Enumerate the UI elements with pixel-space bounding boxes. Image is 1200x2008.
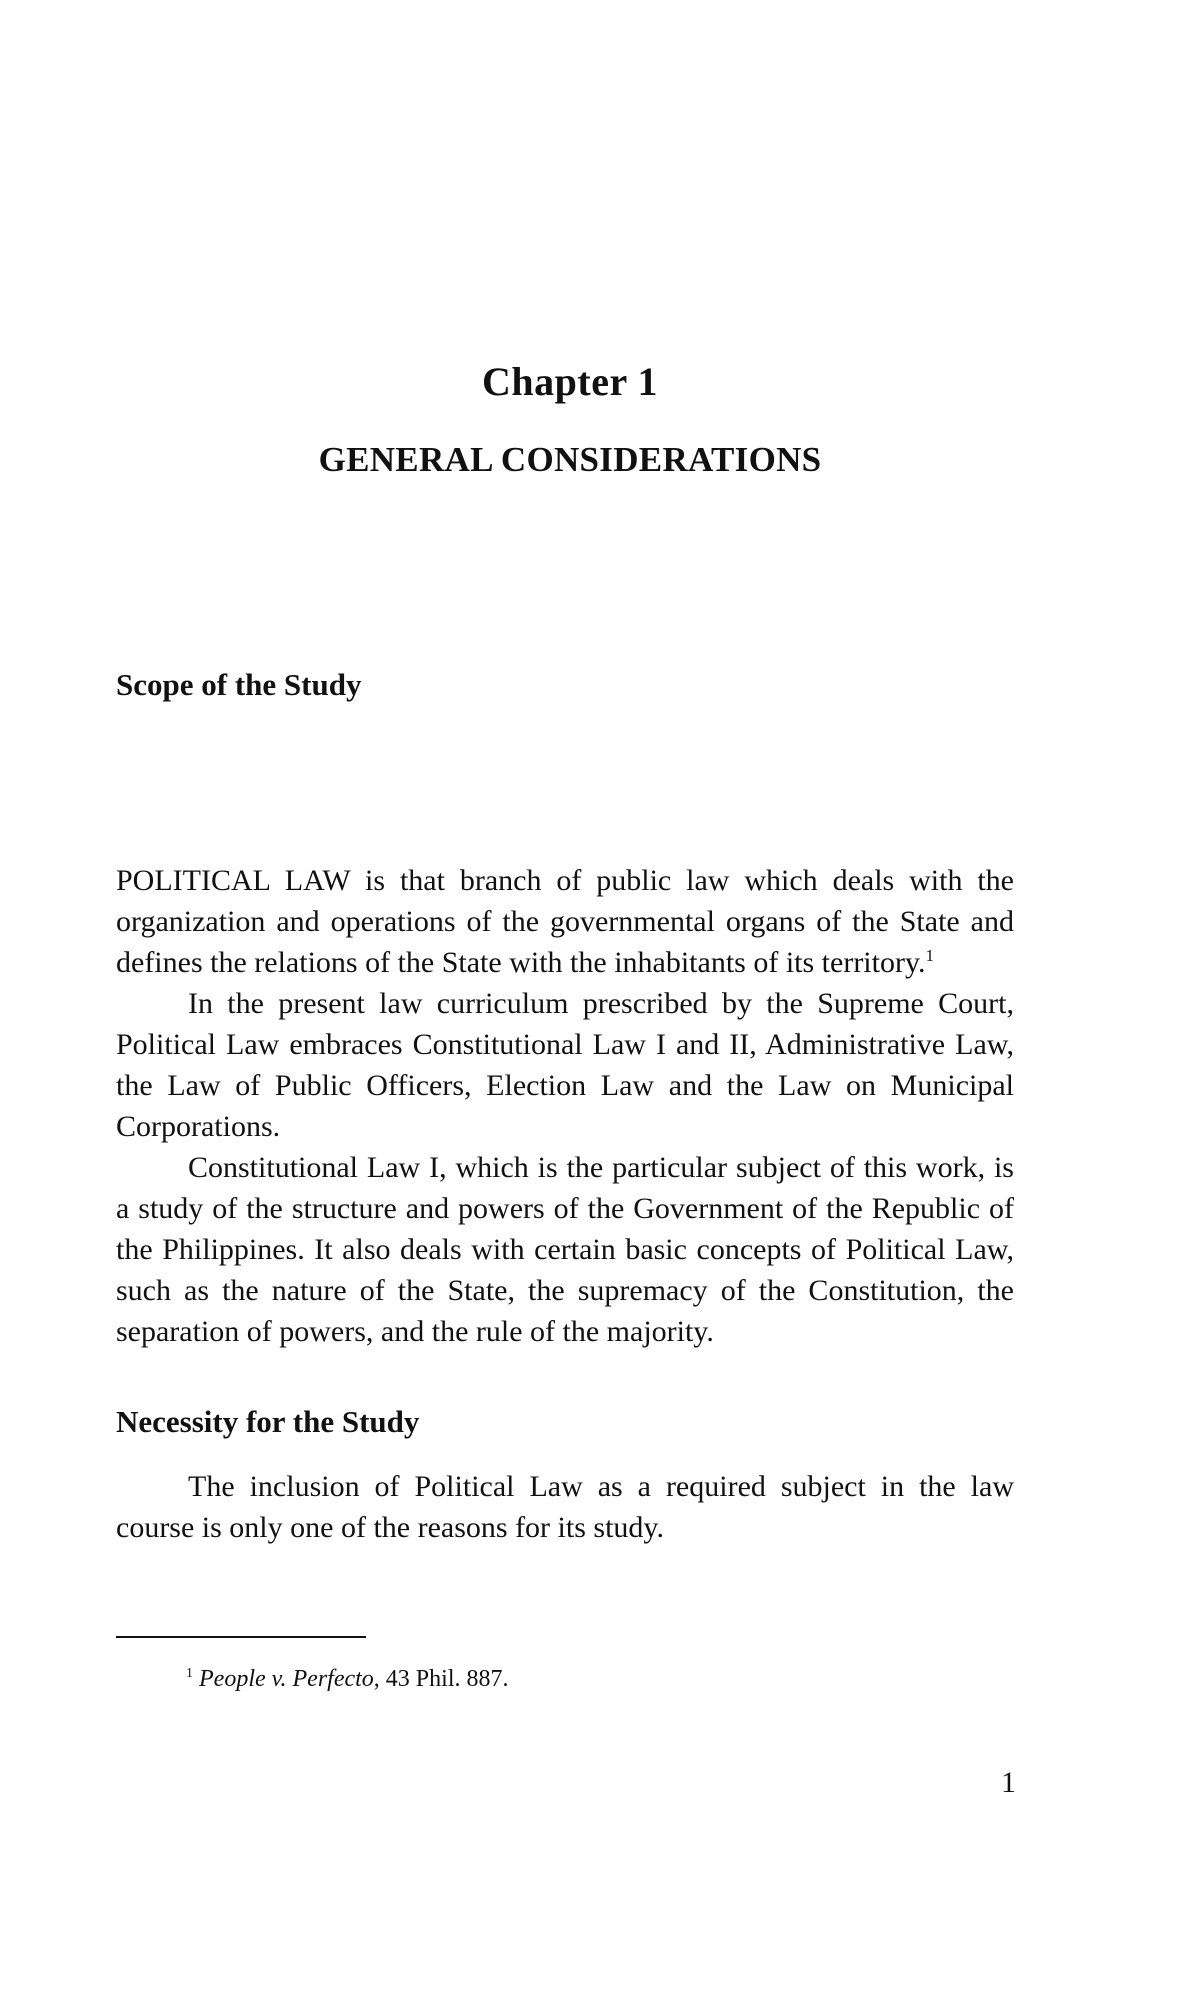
footnote-separator	[116, 1636, 366, 1638]
paragraph-curriculum: In the present law curriculum prescribed by the Supreme Court, Political Law embraces Constitutional Law I and II, Administrative Law, the Law of Public Officers, Election Law and the Law on Municipal Corporations.	[116, 987, 1014, 1143]
section-heading-scope: Scope of the Study	[116, 667, 362, 702]
paragraph-constitutional-law: Constitutional Law I, which is the particular subject of this work, is a study of the structure and powers of the Government of the Republic of the Philippines. It also deals with certain basic concepts of Political Law, such as the nature of the State, the supremacy of the Constitution, the separation of powers, and the rule of the majority.	[116, 1151, 1014, 1348]
section-scope-body	[116, 860, 1014, 1352]
footnote-citation: , 43 Phil. 887.	[373, 1666, 509, 1692]
page-number: 1	[1001, 1766, 1016, 1799]
footnote	[186, 1666, 508, 1693]
section-necessity	[116, 1401, 1014, 1442]
paragraph-inclusion: The inclusion of Political Law as a required subject in the law course is only one of the reasons for its study.	[116, 1470, 1014, 1544]
section-heading-necessity: Necessity for the Study	[116, 1404, 420, 1439]
chapter-label: Chapter 1	[482, 359, 658, 404]
section-scope	[116, 664, 1014, 705]
footnote-marker: 1	[186, 1666, 193, 1681]
paragraph-definition	[116, 860, 1014, 983]
footnote-case-name: People v. Perfecto	[199, 1666, 374, 1692]
chapter-title: GENERAL CONSIDERATIONS	[318, 440, 822, 479]
footnote-reference: 1	[925, 946, 935, 965]
paragraph-definition-text: POLITICAL LAW is that branch of public law which deals with the organization and operations of the governmental organs of the State and defines the relations of the State with the inhabitants of its territory.	[116, 864, 1014, 979]
section-necessity-body	[116, 1466, 1014, 1548]
